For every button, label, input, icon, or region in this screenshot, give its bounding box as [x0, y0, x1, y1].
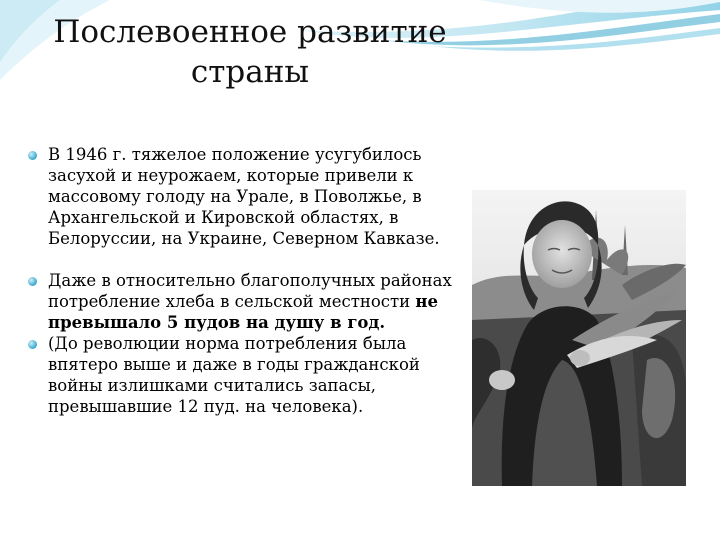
bullet-dot-icon — [28, 151, 37, 160]
slide-title — [40, 12, 460, 92]
bullet-item-bread-consumption — [24, 270, 464, 333]
bullet-text: В 1946 г. тяжелое положение усугубилось засухой и неурожаем, которые привели к массовому голоду на Урале, в Поволжье, в Архангельской и Кировской областях, в Белоруссии, на Украине, Северном Кавказе. — [48, 145, 440, 248]
bullet-dot-icon — [28, 277, 37, 286]
slide-title-line-2: страны — [190, 54, 310, 90]
bullet-item-famine — [24, 144, 464, 249]
bullet-text: (До революции норма потребления была впятеро выше и даже в годы гражданской войны излишками считались запасы, превышавшие 12 пуд. на человека). — [48, 334, 420, 416]
bullet-text-bold: не превышало 5 пудов на душу в год. — [48, 292, 438, 332]
slide-title-line-1: Послевоенное развитие — [53, 14, 447, 50]
bullet-list — [24, 144, 464, 417]
bullet-dot-icon — [28, 340, 37, 349]
bullet-item-prerevolution-norm — [24, 333, 464, 417]
bullet-text: Даже в относительно благополучных районах потребление хлеба в сельской местности — [48, 271, 452, 311]
elderly-woman-holding-sugar-beets-photo — [472, 190, 686, 486]
